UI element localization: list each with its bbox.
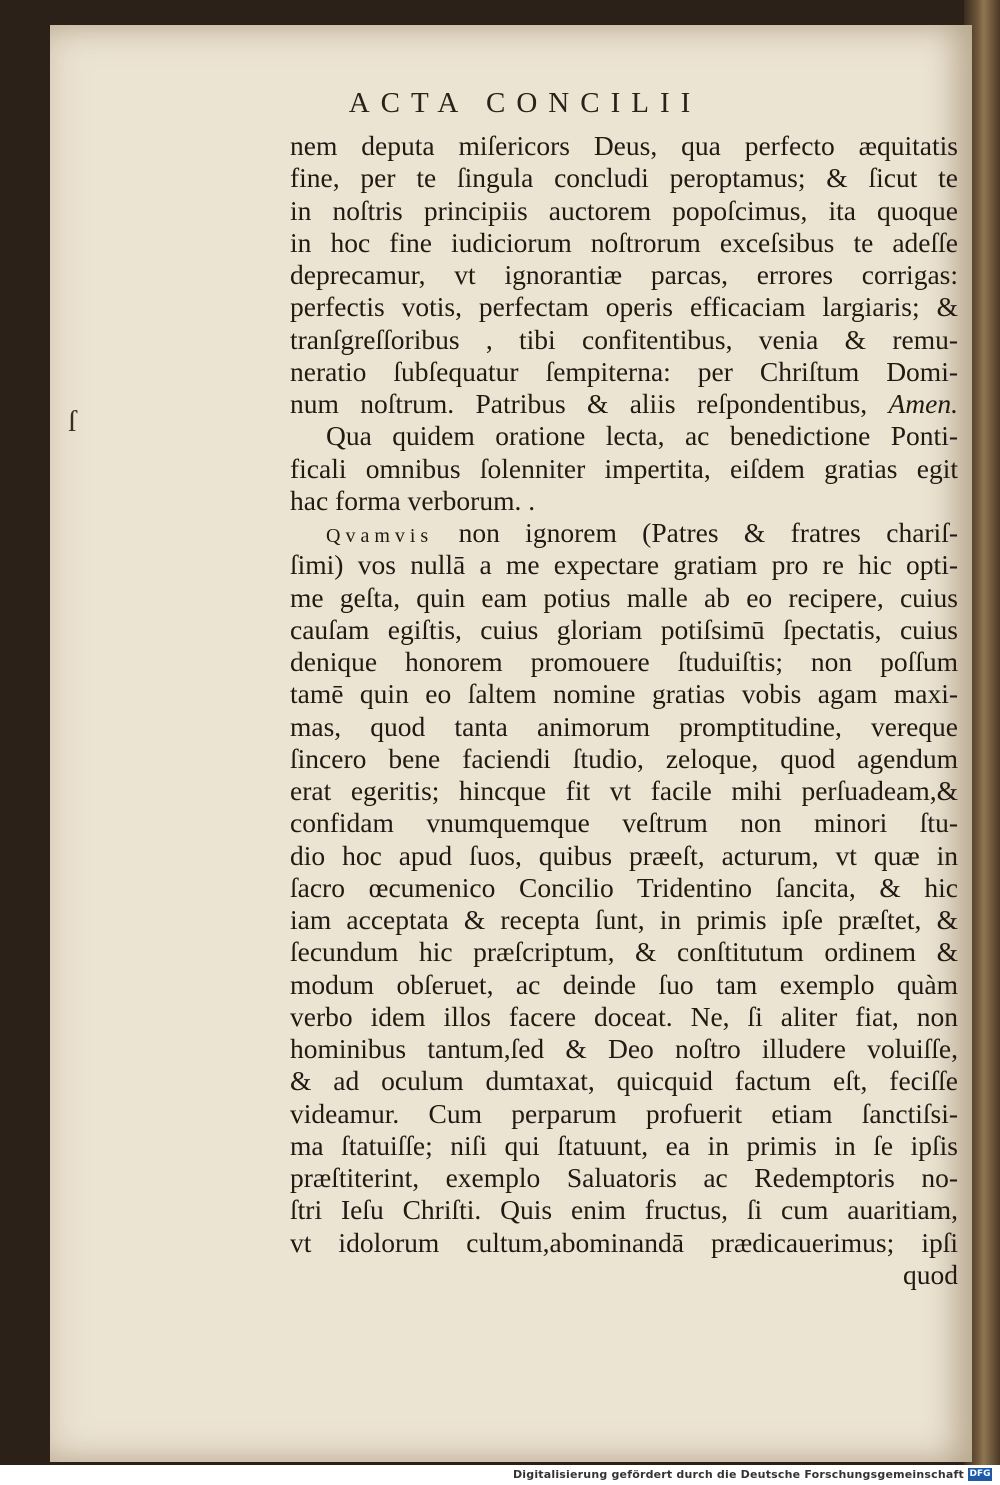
- text-line: tranſgreſſoribus , tibi confitentibus, venia & remu-: [290, 323, 958, 355]
- text-line: in noſtris principiis auctorem popoſcimus, ita quoque: [290, 194, 958, 226]
- text-line: Qua quidem oratione lecta, ac benedictione Ponti-: [326, 420, 958, 452]
- book-page: [50, 25, 972, 1462]
- text-line: ficali omnibus ſolenniter impertita, eiſdem gratias egit: [290, 452, 958, 484]
- dfg-logo: DFG: [969, 1469, 991, 1479]
- amen-word: Amen.: [888, 388, 958, 419]
- text-line: ſtri Ieſu Chriſti. Quis enim fructus, ſi cum auaritiam,: [290, 1194, 958, 1226]
- text-line: ſimi) vos nullā a me expectare gratiam pro re hic opti-: [290, 549, 958, 581]
- text-line: hac forma verborum. .: [290, 484, 536, 516]
- funding-credit: Digitalisierung gefördert durch die Deutsche Forschungsgemeinschaft: [512, 1468, 964, 1481]
- text-line: denique honorem promouere ſtuduiſtis; non poſſum: [290, 646, 958, 677]
- text-line: ma ſtatuiſſe; niſi qui ſtatuunt, ea in primis in ſe ipſis: [290, 1129, 958, 1161]
- text-line: non ignorem (Patres & fratres chariſ-: [458, 517, 958, 548]
- text-line: cauſam egiſtis, cuius gloriam potiſsimū ſpectatis, cuius: [290, 613, 958, 645]
- text-line: iam acceptata & recepta ſunt, in primis ipſe præſtet, &: [290, 904, 958, 935]
- text-line: mas, quod tanta animorum promptitudine, vereque: [290, 710, 958, 742]
- text-line-amen: [290, 388, 958, 420]
- text-line: præſtiterint, exemplo Saluatoris ac Redemptoris no-: [290, 1162, 958, 1193]
- text-line: nem deputa miſericors Deus, qua perfecto æquitatis: [290, 130, 958, 161]
- text-line: erat egeritis; hincque fit vt facile mihi perſuadeam,&: [290, 775, 958, 806]
- opening-word: Qvamvis: [326, 525, 434, 547]
- text-line-quamvis: [290, 517, 958, 549]
- text-line: in hoc fine iudiciorum noſtrorum exceſsibus te adeſſe: [290, 226, 958, 258]
- running-header: ACTA CONCILII: [348, 87, 702, 119]
- text-line: vt idolorum cultum,abominandā prædicauerimus; ipſi: [290, 1226, 958, 1258]
- text-line: dio hoc apud ſuos, quibus præeſt, acturum, vt quæ in: [290, 839, 958, 871]
- text-line: me geſta, quin eam potius malle ab eo recipere, cuius: [290, 581, 958, 613]
- margin-mark: ſ: [68, 405, 77, 438]
- page-body: [290, 130, 958, 1291]
- footer-bar: [0, 1465, 1000, 1485]
- text-line: videamur. Cum perparum profuerit etiam ſanctiſsi-: [290, 1097, 958, 1129]
- text-line: ſincero bene faciendi ſtudio, zeloque, quod agendum: [290, 742, 958, 774]
- text-line: tamē quin eo ſaltem nomine gratias vobis agam maxi-: [290, 678, 958, 710]
- text-line: perfectis votis, perfectam operis efficaciam largiaris; &: [290, 291, 958, 323]
- text-line: confidam vnumquemque veſtrum non minori ſtu-: [290, 807, 958, 839]
- text-line: ſacro œcumenico Concilio Tridentino ſancita, & hic: [290, 871, 958, 903]
- text-line: num noſtrum. Patribus & aliis reſpondentibus,: [290, 388, 868, 419]
- text-line: neratio ſubſequatur ſempiterna: per Chriſtum Domi-: [290, 355, 958, 387]
- catchword: quod: [903, 1258, 958, 1290]
- text-line: hominibus tantum,ſed & Deo noſtro illudere voluiſſe,: [290, 1033, 958, 1064]
- text-line: ſecundum hic præſcriptum, & conſtitutum ordinem &: [290, 936, 958, 968]
- text-line: deprecamur, vt ignorantiæ parcas, errores corrigas:: [290, 259, 958, 290]
- text-line: & ad oculum dumtaxat, quicquid factum eſt, feciſſe: [290, 1065, 958, 1097]
- text-line: verbo idem illos facere doceat. Ne, ſi aliter fiat, non: [290, 1000, 958, 1032]
- text-line: fine, per te ſingula concludi peroptamus; & ſicut te: [290, 162, 958, 194]
- text-line: modum obſeruet, ac deinde ſuo tam exemplo quàm: [290, 968, 958, 1000]
